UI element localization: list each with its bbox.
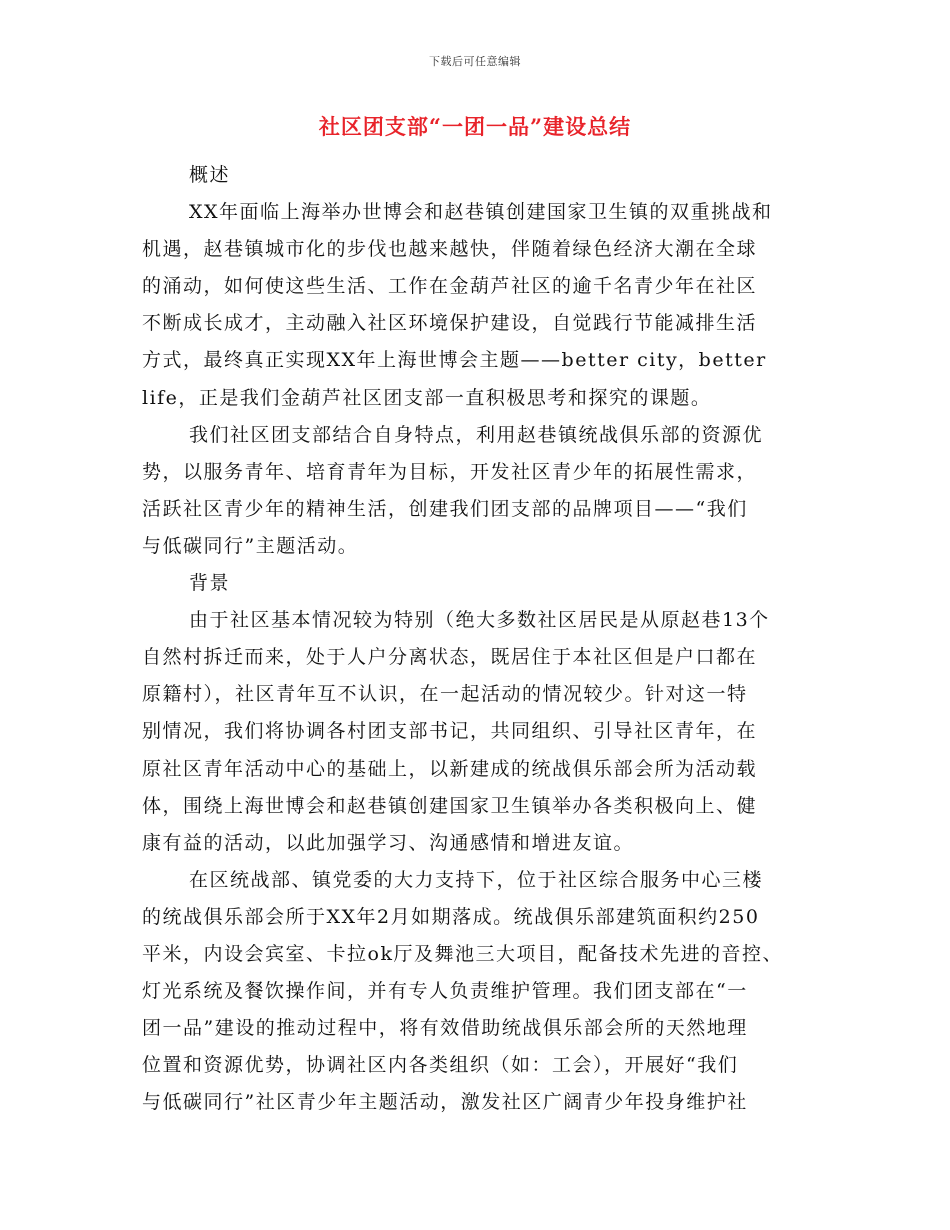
text-line: 在区统战部、镇党委的大力支持下，位于社区综合服务中心三楼 xyxy=(189,868,764,891)
text-line: 概述 xyxy=(189,164,231,186)
text-line: 体，围绕上海世博会和赵巷镇创建国家卫生镇举办各类积极向上、健 xyxy=(142,794,758,817)
text-line: 与低碳同行”社区青少年主题活动，激发社区广阔青少年投身维护社 xyxy=(142,1091,748,1114)
text-line: 团一品”建设的推动过程中，将有效借助统战俱乐部会所的天然地理 xyxy=(142,1017,748,1040)
text-line: XX年面临上海举办世博会和赵巷镇创建国家卫生镇的双重挑战和 xyxy=(189,201,773,224)
document-title: 社区团支部“一团一品”建设总结 xyxy=(318,114,632,139)
text-line: 的涌动，如何使这些生活、工作在金葫芦社区的逾千名青少年在社区 xyxy=(142,275,758,298)
text-line: 位置和资源优势，协调社区内各类组织（如：工会），开展好“我们 xyxy=(142,1054,739,1077)
text-line: 我们社区团支部结合自身特点，利用赵巷镇统战俱乐部的资源优 xyxy=(189,423,764,446)
text-line: life，正是我们金葫芦社区团支部一直积极思考和探究的课题。 xyxy=(142,386,712,409)
text-line: 康有益的活动，以此加强学习、沟通感情和增进友谊。 xyxy=(142,831,635,854)
header-note: 下载后可任意编辑 xyxy=(429,55,521,68)
text-line: 灯光系统及餐饮操作间，并有专人负责维护管理。我们团支部在“一 xyxy=(142,980,748,1003)
text-line: 别情况，我们将协调各村团支部书记，共同组织、引导社区青年，在 xyxy=(142,720,758,743)
text-line: 不断成长成才，主动融入社区环境保护建设，自觉践行节能减排生活 xyxy=(142,312,758,335)
text-line: 原籍村），社区青年互不认识，在一起活动的情况较少。针对这一特 xyxy=(142,683,748,706)
text-line: 自然村拆迁而来，处于人户分离状态，既居住于本社区但是户口都在 xyxy=(142,646,758,669)
text-line: 原社区青年活动中心的基础上，以新建成的统战俱乐部会所为活动载 xyxy=(142,757,758,780)
text-line: 方式，最终真正实现XX年上海世博会主题——better city，better xyxy=(142,349,767,372)
text-line: 背景 xyxy=(189,572,231,595)
text-line: 由于社区基本情况较为特别（绝大多数社区居民是从原赵巷13个 xyxy=(189,609,770,632)
text-line: 平米，内设会宾室、卡拉ok厅及舞池三大项目，配备技术先进的音控、 xyxy=(142,942,783,965)
document-body xyxy=(142,157,814,1121)
text-line: 机遇，赵巷镇城市化的步伐也越来越快，伴随着绿色经济大潮在全球 xyxy=(142,238,758,261)
text-line: 的统战俱乐部会所于XX年2月如期落成。统战俱乐部建筑面积约250 xyxy=(142,905,760,928)
text-line: 与低碳同行”主题活动。 xyxy=(142,534,359,557)
text-line: 活跃社区青少年的精神生活，创建我们团支部的品牌项目——“我们 xyxy=(142,497,748,520)
text-line: 势，以服务青年、培育青年为目标，开发社区青少年的拓展性需求， xyxy=(142,460,758,483)
